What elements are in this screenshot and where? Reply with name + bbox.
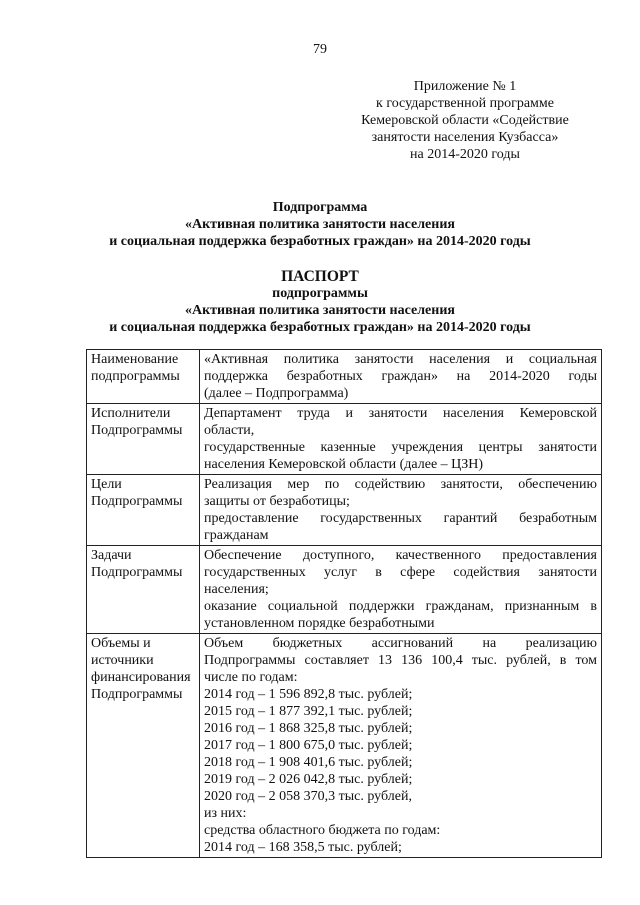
appendix-line: к государственной программе bbox=[376, 96, 554, 111]
row-value-line: «Активная политика занятости населения и социальная bbox=[204, 352, 597, 367]
row-value-line: Департамент труда и занятости населения Кемеровской bbox=[204, 406, 597, 421]
row-value-line: установленном порядке безработными bbox=[204, 616, 435, 631]
appendix-line: Приложение № 1 bbox=[413, 79, 517, 94]
row-value-line: Реализация мер по содействию занятости, обеспечению bbox=[204, 477, 597, 492]
table-row bbox=[87, 546, 602, 634]
row-label-line: Задачи bbox=[91, 548, 132, 563]
subprogram-heading bbox=[40, 199, 600, 250]
row-label-line: Наименование bbox=[91, 352, 179, 367]
row-label-line: Подпрограммы bbox=[91, 687, 183, 702]
row-label-cell bbox=[87, 546, 200, 634]
row-label-cell bbox=[87, 634, 200, 858]
row-value-line: населения Кемеровской области (далее – ЦЗН) bbox=[204, 457, 484, 472]
row-value-line: числе по годам: bbox=[204, 670, 298, 685]
row-label-line: Подпрограммы bbox=[91, 423, 183, 438]
heading-line: и социальная поддержка безработных граждан» на 2014-2020 годы bbox=[109, 320, 531, 335]
passport-title: ПАСПОРТ bbox=[281, 268, 359, 285]
row-label-line: подпрограммы bbox=[91, 369, 180, 384]
row-label-line: финансирования bbox=[91, 670, 191, 685]
row-value-line: 2018 год – 1 908 401,6 тыс. рублей; bbox=[204, 755, 413, 770]
row-value-line: поддержка безработных граждан» на 2014-2020 годы bbox=[204, 369, 597, 384]
heading-line: и социальная поддержка безработных граждан» на 2014-2020 годы bbox=[109, 234, 531, 249]
row-value-line: оказание социальной поддержки гражданам, признанным в bbox=[204, 599, 597, 614]
row-label-line: Объемы и bbox=[91, 636, 151, 651]
row-value-line: (далее – Подпрограмма) bbox=[204, 386, 349, 401]
passport-heading bbox=[40, 268, 600, 336]
table-row bbox=[87, 404, 602, 475]
row-value-line: 2017 год – 1 800 675,0 тыс. рублей; bbox=[204, 738, 413, 753]
row-value-line: 2019 год – 2 026 042,8 тыс. рублей; bbox=[204, 772, 413, 787]
appendix-note bbox=[340, 78, 590, 163]
row-value-cell bbox=[200, 350, 602, 404]
row-value-line: 2014 год – 1 596 892,8 тыс. рублей; bbox=[204, 687, 413, 702]
row-value-line: Объем бюджетных ассигнований на реализацию bbox=[204, 636, 597, 651]
appendix-line: Кемеровской области «Содействие bbox=[361, 113, 569, 128]
heading-line: подпрограммы bbox=[272, 286, 368, 301]
row-label-line: Исполнители bbox=[91, 406, 171, 421]
appendix-line: занятости населения Кузбасса» bbox=[371, 130, 559, 145]
row-label-cell bbox=[87, 350, 200, 404]
row-value-line: средства областного бюджета по годам: bbox=[204, 823, 441, 838]
heading-line: «Активная политика занятости населения bbox=[185, 217, 455, 232]
row-value-line: гражданам bbox=[204, 528, 269, 543]
row-label-line: Подпрограммы bbox=[91, 565, 183, 580]
row-value-line: 2015 год – 1 877 392,1 тыс. рублей; bbox=[204, 704, 413, 719]
row-label-line: Подпрограммы bbox=[91, 494, 183, 509]
row-value-cell bbox=[200, 634, 602, 858]
heading-line: «Активная политика занятости населения bbox=[185, 303, 455, 318]
row-value-line: защиты от безработицы; bbox=[204, 494, 350, 509]
row-value-cell bbox=[200, 404, 602, 475]
appendix-line: на 2014-2020 годы bbox=[410, 147, 520, 162]
row-value-line: 2020 год – 2 058 370,3 тыс. рублей, bbox=[204, 789, 412, 804]
row-label-line: Цели bbox=[91, 477, 122, 492]
row-value-cell bbox=[200, 475, 602, 546]
row-value-line: области, bbox=[204, 423, 255, 438]
row-value-line: Обеспечение доступного, качественного предоставления bbox=[204, 548, 597, 563]
table-row bbox=[87, 475, 602, 546]
row-value-line: из них: bbox=[204, 806, 247, 821]
row-value-line: предоставление государственных гарантий безработным bbox=[204, 511, 597, 526]
row-value-line: государственных услуг в сфере содействия занятости bbox=[204, 565, 597, 580]
row-label-line: источники bbox=[91, 653, 154, 668]
row-value-line: Подпрограммы составляет 13 136 100,4 тыс. рублей, в том bbox=[204, 653, 597, 668]
table-row bbox=[87, 634, 602, 858]
row-value-line: государственные казенные учреждения центры занятости bbox=[204, 440, 597, 455]
row-value-line: 2016 год – 1 868 325,8 тыс. рублей; bbox=[204, 721, 413, 736]
row-value-line: 2014 год – 168 358,5 тыс. рублей; bbox=[204, 840, 402, 855]
row-value-line: населения; bbox=[204, 582, 269, 597]
passport-table-body bbox=[87, 350, 602, 858]
row-label-cell bbox=[87, 475, 200, 546]
row-value-cell bbox=[200, 546, 602, 634]
page-number: 79 bbox=[313, 42, 327, 57]
row-label-cell bbox=[87, 404, 200, 475]
table-row bbox=[87, 350, 602, 404]
passport-table bbox=[86, 349, 602, 858]
heading-line: Подпрограмма bbox=[272, 200, 368, 215]
